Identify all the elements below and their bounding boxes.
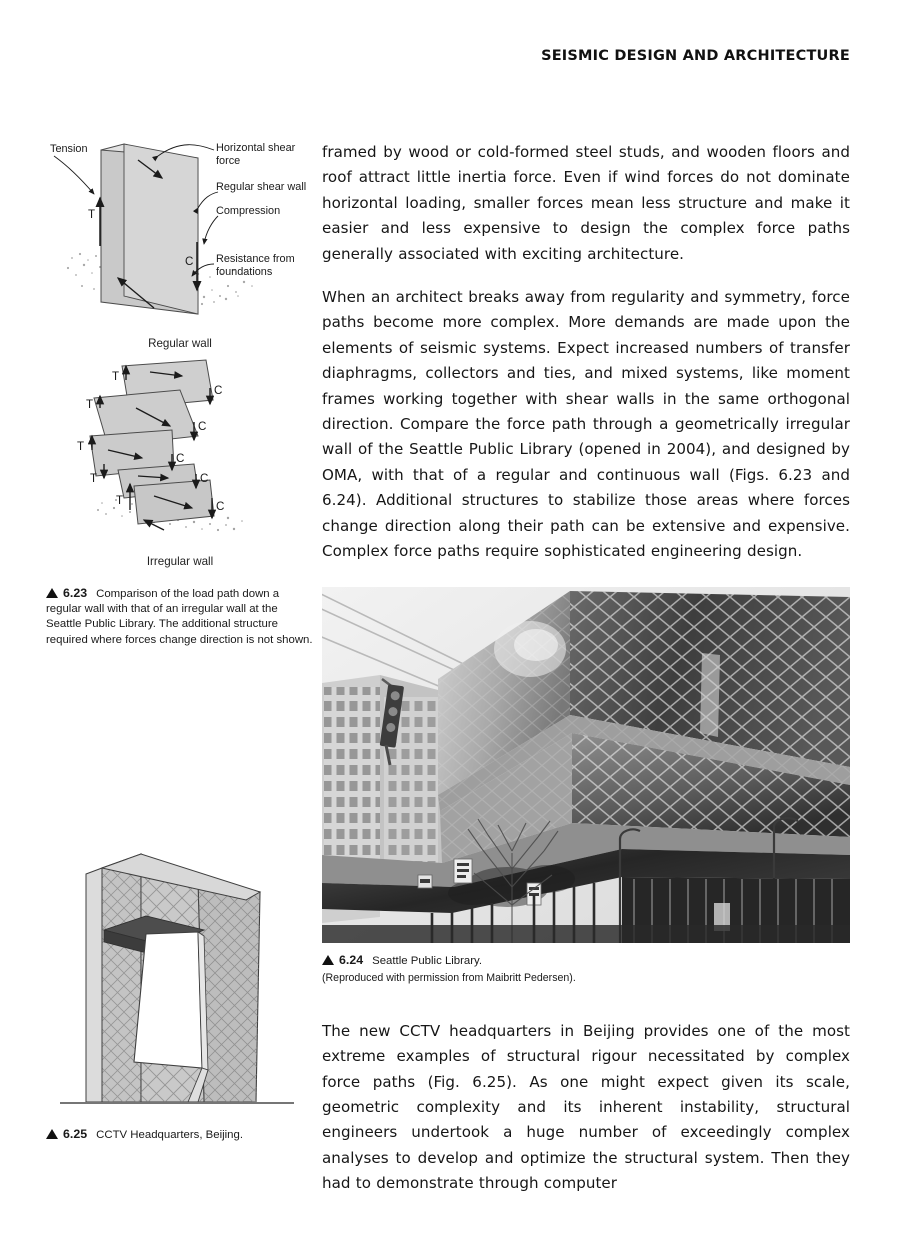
- regular-shear-wall-shape: [101, 144, 198, 314]
- annot-C-4: C: [200, 472, 209, 485]
- figure-623-regular-wall-diagram: [46, 136, 314, 350]
- leader-tension: [54, 156, 94, 194]
- figure-624-photograph: [322, 587, 850, 943]
- regular-wall-svg: [46, 136, 314, 336]
- annot-tension: Tension: [50, 143, 88, 155]
- annot-T-2: T: [86, 398, 94, 411]
- figure-625-caption-text: CCTV Headquarters, Beijing.: [96, 1128, 244, 1141]
- annot-resistance-line2: foundations: [216, 266, 273, 278]
- photo-foreground-shadow: [322, 925, 850, 943]
- figure-623-caption: [46, 586, 314, 648]
- irregular-wall-svg: [46, 358, 314, 558]
- caption-triangle-icon: [322, 955, 334, 965]
- annot-compression: Compression: [216, 205, 281, 217]
- irregular-wall-label: Irregular wall: [146, 555, 214, 568]
- annot-T-5: T: [116, 494, 124, 507]
- figure-624-number: 6.24: [339, 952, 364, 967]
- annot-resistance-line1: Resistance from: [216, 253, 295, 265]
- annot-C-5: C: [216, 500, 225, 513]
- annot-tension-symbol: T: [88, 208, 96, 221]
- figure-625-number: 6.25: [63, 1126, 88, 1141]
- figure-623-caption-text: Comparison of the load path down a regular wall with that of an irregular wall at the Seattle Public Library. The additional structure required where forces change direction is not shown.: [46, 588, 313, 646]
- right-text-column: [322, 140, 850, 1197]
- page-running-head: SEISMIC DESIGN AND ARCHITECTURE: [541, 48, 850, 64]
- annot-horizontal-shear-force-line1: Horizontal shear: [216, 142, 296, 154]
- caption-triangle-icon: [46, 1129, 58, 1139]
- annot-T-3: T: [77, 440, 85, 453]
- figure-624-caption: [322, 953, 850, 985]
- figure-623-number: 6.23: [63, 586, 88, 600]
- figure-624-credit: (Reproduced with permission from Maibritt Pedersen).: [322, 971, 576, 984]
- caption-triangle-icon: [46, 588, 58, 598]
- leader-compression: [204, 216, 218, 244]
- annot-T-4: T: [90, 472, 98, 485]
- annot-C-3: C: [176, 452, 185, 465]
- body-paragraph-3: The new CCTV headquarters in Beijing provides one of the most extreme examples of structural rigour necessitated by complex force paths (Fig. 6.25). As one might expect given its scale, geometric complexity and its inherent instability, structural engineers undertook a huge number of exceedingly complex analyses to develop and optimize the structural system. Then they had to demonstrate through computer: [322, 1021, 850, 1193]
- figure-625-caption: [46, 1127, 314, 1143]
- annot-regular-shear-wall: Regular shear wall: [216, 181, 307, 193]
- body-paragraph-2: When an architect breaks away from regularity and symmetry, force paths become more complex. More demands are made upon the elements of seismic systems. Expect increased numbers of transfer diaphragms, collectors and ties, and mixed systems, like moment frames working together with shear walls in the same orthogonal direction. Compare the force path through a geometrically irregular wall of the Seattle Public Library (opened in 2004), and designed by OMA, with that of a regular and continuous wall (Figs. 6.23 and 6.24). Additional structures to stabilize those areas where forces change direction along their path can be extensive and expensive. Complex force paths require sophisticated engineering design.: [322, 288, 850, 561]
- seattle-library-photo-svg: [322, 587, 850, 943]
- left-figure-column: [46, 136, 314, 1143]
- regular-wall-label: Regular wall: [148, 337, 212, 350]
- annot-T-1: T: [112, 370, 120, 383]
- cctv-left-tower: [86, 854, 141, 1102]
- leader-regular-shear-wall: [198, 192, 218, 208]
- body-paragraph-1: framed by wood or cold-formed steel studs, and wooden floors and roof attract little inertia force. Even if wind forces do not dominate horizontal loading, smaller forces mean less structure and make it easier and less expensive to design the complex force paths generally associated with exciting architecture.: [322, 143, 850, 263]
- annot-horizontal-shear-force-line2: force: [216, 155, 241, 167]
- figure-625-cctv-diagram: [46, 830, 314, 1117]
- figure-624-caption-text: Seattle Public Library.: [372, 954, 483, 967]
- figure-623-irregular-wall-diagram: [46, 358, 314, 568]
- annot-compression-symbol: C: [185, 255, 194, 268]
- annot-C-1: C: [214, 384, 223, 397]
- cctv-building-svg: [46, 830, 314, 1112]
- annot-C-2: C: [198, 420, 207, 433]
- irregular-wall-panel-5: [134, 480, 214, 524]
- cctv-central-void: [134, 932, 208, 1070]
